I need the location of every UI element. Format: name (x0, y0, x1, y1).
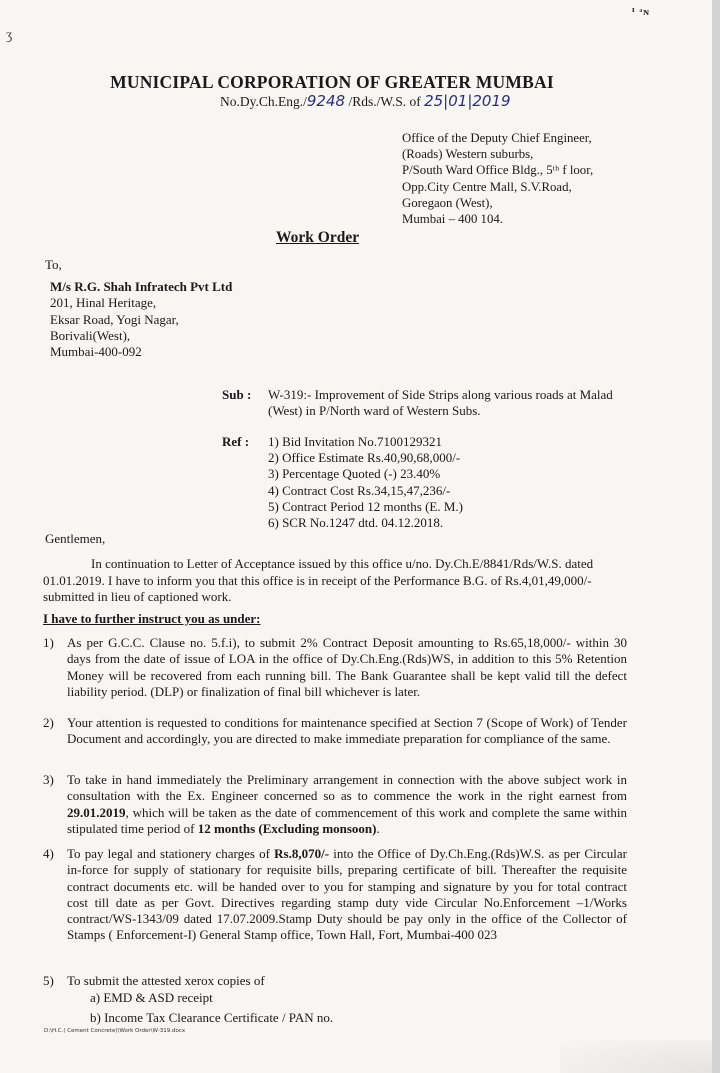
instruction-item (43, 715, 633, 765)
page-shadow (560, 1040, 720, 1073)
salutation: Gentlemen, (45, 531, 106, 546)
ref-middle: /Rds./W.S. of (345, 94, 425, 109)
legal-charges-amount: Rs.8,070/- (274, 846, 330, 861)
recipient-address-line: Borivali(West), (50, 327, 131, 343)
instruction-item (43, 635, 633, 705)
instruction-text-part: To take in hand immediately the Preliminary arrangement in connection with the above subject work in consultation with the Ex. Engineer concerned so as to commence the work in the right earnest from (67, 772, 627, 804)
commencement-date: 29.01.2019 (67, 804, 126, 820)
instruction-text-part: To pay legal and stationery charges of (67, 846, 275, 861)
document-list-item: a) EMD & ASD receipt (90, 990, 213, 1005)
office-address-line: Opp.City Centre Mall, S.V.Road, (402, 179, 572, 194)
office-address-line: Office of the Deputy Chief Engineer, (402, 131, 592, 145)
instruction-number: 2) (43, 715, 54, 730)
subject-text: W-319:- Improvement of Side Strips along various roads at Malad (West) in P/North ward of Western Subs. (268, 387, 613, 418)
instruction-text-part: . (376, 820, 380, 836)
recipient-address-line: 201, Hinal Heritage, (50, 295, 157, 311)
instruction-text (67, 846, 627, 944)
office-address-line: Mumbai – 400 104. (402, 212, 503, 227)
reference-item: 2) Office Estimate Rs.40,90,68,000/- (268, 450, 461, 466)
instruction-item (43, 846, 633, 966)
reference-item: 3) Percentage Quoted (-) 23.40% (268, 466, 441, 482)
handwritten-date: 25|01|2019 (424, 92, 511, 110)
ref-prefix: No.Dy.Ch.Eng./ (220, 94, 307, 109)
intro-paragraph: In continuation to Letter of Acceptance issued by this office u/no. Dy.Ch.E/8841/Rds/W.S. dated 01.01.2019. I have to inform you that this office is in receipt of the Performance B.G. of Rs.4,01,49,000/- submitted in lieu of captioned work. (43, 556, 594, 605)
instruction-number: 5) (43, 973, 54, 988)
reference-number-line (220, 92, 511, 110)
instruction-number: 4) (43, 846, 54, 861)
instruction-text: As per G.C.C. Clause no. 5.f.i), to submit 2% Contract Deposit amounting to Rs.65,18,000/- within 30 days from the date of issue of LOA in the office of Dy.Ch.Eng.(Rds)WS, in addition to this 5% Retention Money will be recovered from each running bill. The Bank Guarantee shall be kept valid till the defect liability period. (DLP) or finalization of final bill whichever is later. (67, 635, 627, 699)
reference-item: 1) Bid Invitation No.7100129321 (268, 434, 443, 449)
recipient-address-block (50, 279, 232, 360)
office-address-line: P/South Ward Office Bldg., 5ᵗʰ f loor, (402, 163, 594, 178)
organization-title: MUNICIPAL CORPORATION OF GREATER MUMBAI (110, 72, 554, 92)
instruction-text-part: into the Office of Dy.Ch.Eng.(Rds)W.S. as per Circular in-force for supply of stationary for requisite bills, preparing certificate of bill. Thereafter the requisite contract documents etc. will be handed over to you for stamping and signature by you for total contract cost till date as per Govt. Directives regarding stamp duty vide Circular No.Enforcement –1/Works contract/WS-1343/09 dated 17.07.2009.Stamp Duty should be pay only in the office of the Collector of Stamps ( Enforcement-I) General Stamp office, Town Hall, Fort, Mumbai-400 023 (67, 846, 627, 943)
margin-mark: ʒ (6, 28, 13, 43)
instruction-item (43, 772, 633, 842)
page-edge (712, 0, 720, 1073)
office-address-block (402, 130, 593, 227)
instruction-text-part: , which will be taken as the date of commencement of this work and complete the same within stipulated time period of (67, 804, 627, 836)
reference-list (268, 434, 463, 531)
instruction-heading: I have to further instruct you as under: (43, 611, 261, 626)
reference-item: 5) Contract Period 12 months (E. M.) (268, 498, 463, 514)
office-address-line: (Roads) Western suburbs, (402, 147, 534, 162)
file-path-footer: D:\H.C.( Cement Concrete)\Work Order\W-319.docx (44, 1028, 186, 1034)
subject-label: Sub : (222, 387, 252, 402)
recipient-name: M/s R.G. Shah Infratech Pvt Ltd (50, 279, 233, 294)
instruction-number: 3) (43, 772, 54, 787)
recipient-address-line: Eksar Road, Yogi Nagar, (50, 311, 179, 327)
office-address-line: Goregaon (West), (402, 195, 493, 210)
contract-period: 12 months (Excluding monsoon) (197, 820, 377, 836)
document-title: Work Order (276, 229, 360, 246)
instruction-text: To submit the attested xerox copies of (67, 973, 265, 988)
document-list-item: b) Income Tax Clearance Certificate / PAN no. (90, 1010, 334, 1025)
recipient-address-line: Mumbai-400-092 (50, 344, 142, 360)
handwritten-ref-number: 9248 (306, 92, 346, 110)
corner-handwritten-mark: ᴵ ᵊɴ (632, 6, 650, 18)
instruction-number: 1) (43, 635, 54, 650)
instruction-text: Your attention is requested to conditions for maintenance specified at Section 7 (Scope of Work) of Tender Document and accordingly, you are directed to make immediate preparation for compliance of the same. (67, 715, 627, 747)
reference-item: 4) Contract Cost Rs.34,15,47,236/- (268, 482, 451, 498)
instruction-text (67, 772, 627, 837)
document-list (90, 988, 333, 1028)
reference-item: 6) SCR No.1247 dtd. 04.12.2018. (268, 515, 444, 531)
to-label: To, (45, 257, 62, 272)
reference-label: Ref : (222, 434, 250, 449)
